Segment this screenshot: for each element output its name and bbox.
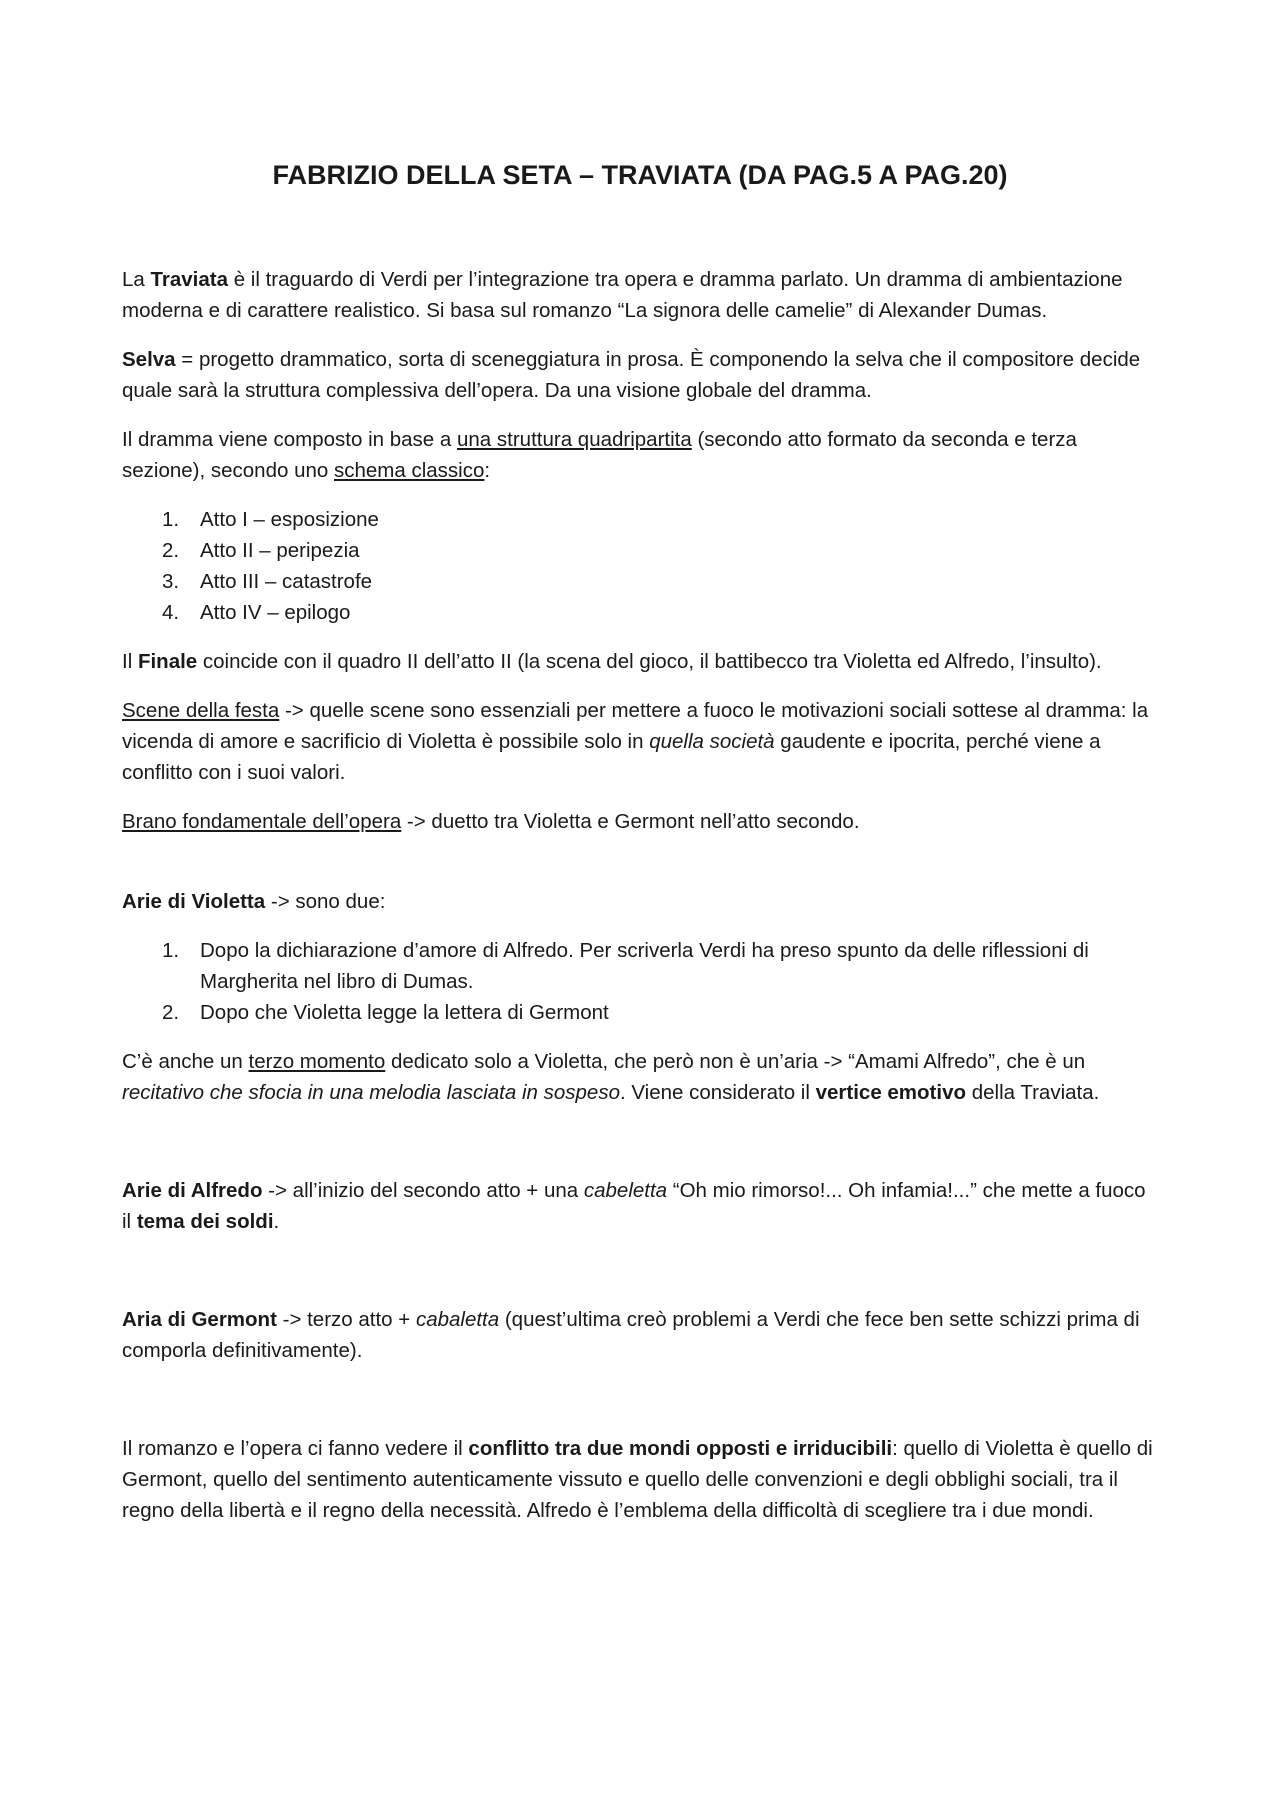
list-item: 4. Atto IV – epilogo <box>162 601 351 624</box>
paragraph-terzo-momento: C’è anche un terzo momento dedicato solo a Violetta, che però non è un’aria -> “Amami Alfredo”, che è un recitativo che sfocia in una melodia lasciata in sospeso. Viene considerato il vertice emotivo della Traviata. <box>122 1050 1100 1104</box>
arie-violetta-list <box>122 935 1158 1028</box>
list-item: 2. Atto II – peripezia <box>162 539 360 562</box>
list-item: 3. Atto III – catastrofe <box>162 570 373 593</box>
acts-list <box>122 504 1158 628</box>
paragraph-brano-fondamentale: Brano fondamentale dell’opera -> duetto tra Violetta e Germont nell’atto secondo. <box>122 810 860 833</box>
page-title: FABRIZIO DELLA SETA – TRAVIATA (DA PAG.5 A PAG.20) <box>272 160 1008 190</box>
term-selva: Selva <box>122 348 176 371</box>
paragraph-arie-alfredo: Arie di Alfredo -> all’inizio del secondo atto + una cabeletta “Oh mio rimorso!... Oh infamia!...” che mette a fuoco il tema dei soldi. <box>122 1179 1146 1233</box>
term-tema-soldi: tema dei soldi <box>136 1210 274 1233</box>
list-item: 2. Dopo che Violetta legge la lettera di Germont <box>162 1001 609 1024</box>
list-item: 1. Dopo la dichiarazione d’amore di Alfredo. Per scriverla Verdi ha preso spunto da delle riflessioni di Margherita nel libro di Dumas. <box>162 939 1089 993</box>
term-vertice-emotivo: vertice emotivo <box>815 1081 967 1104</box>
term-arie-violetta: Arie di Violetta <box>122 890 266 913</box>
term-brano-fondamentale: Brano fondamentale dell’opera <box>122 810 402 833</box>
paragraph-traviata-intro: La Traviata è il traguardo di Verdi per l’integrazione tra opera e dramma parlato. Un dramma di ambientazione moderna e di carattere realistico. Si basa sul romanzo “La signora delle camelie” di Alexander Dumas. <box>122 268 1123 322</box>
paragraph-conflitto: Il romanzo e l’opera ci fanno vedere il conflitto tra due mondi opposti e irriducibili: quello di Violetta è quello di Germont, quello del sentimento autenticamente vissuto e quello delle convenzioni e degli obblighi sociali, tra il regno della libertà e il regno della necessità. Alfredo è l’emblema della difficoltà di scegliere tra i due mondi. <box>122 1437 1153 1522</box>
list-item: 1. Atto I – esposizione <box>162 508 379 531</box>
term-aria-germont: Aria di Germont <box>122 1308 277 1331</box>
term-struttura-quadripartita: una struttura quadripartita <box>457 428 692 451</box>
term-traviata: Traviata <box>150 268 228 291</box>
paragraph-finale: Il Finale coincide con il quadro II dell’atto II (la scena del gioco, il battibecco tra Violetta ed Alfredo, l’insulto). <box>122 650 1102 673</box>
paragraph-arie-violetta: Arie di Violetta -> sono due: <box>122 890 386 913</box>
term-conflitto: conflitto tra due mondi opposti e irriducibili <box>468 1437 893 1460</box>
term-finale: Finale <box>137 650 198 673</box>
paragraph-scene-festa: Scene della festa -> quelle scene sono essenziali per mettere a fuoco le motivazioni sociali sottese al dramma: la vicenda di amore e sacrificio di Violetta è possibile solo in quella società gaudente e ipocrita, perché viene a conflitto con i suoi valori. <box>122 699 1149 784</box>
term-terzo-momento: terzo momento <box>248 1050 386 1073</box>
term-scene-festa: Scene della festa <box>122 699 280 722</box>
term-schema-classico: schema classico <box>333 459 485 482</box>
term-arie-alfredo: Arie di Alfredo <box>122 1179 263 1202</box>
paragraph-selva: Selva = progetto drammatico, sorta di sceneggiatura in prosa. È componendo la selva che il compositore decide quale sarà la struttura complessiva dell’opera. Da una visione globale del dramma. <box>122 348 1141 402</box>
paragraph-aria-germont: Aria di Germont -> terzo atto + cabaletta (quest’ultima creò problemi a Verdi che fece ben sette schizzi prima di comporla definitivamente). <box>122 1308 1140 1362</box>
paragraph-struttura: Il dramma viene composto in base a una struttura quadripartita (secondo atto formato da seconda e terza sezione), secondo uno schema classico: <box>122 428 1077 482</box>
